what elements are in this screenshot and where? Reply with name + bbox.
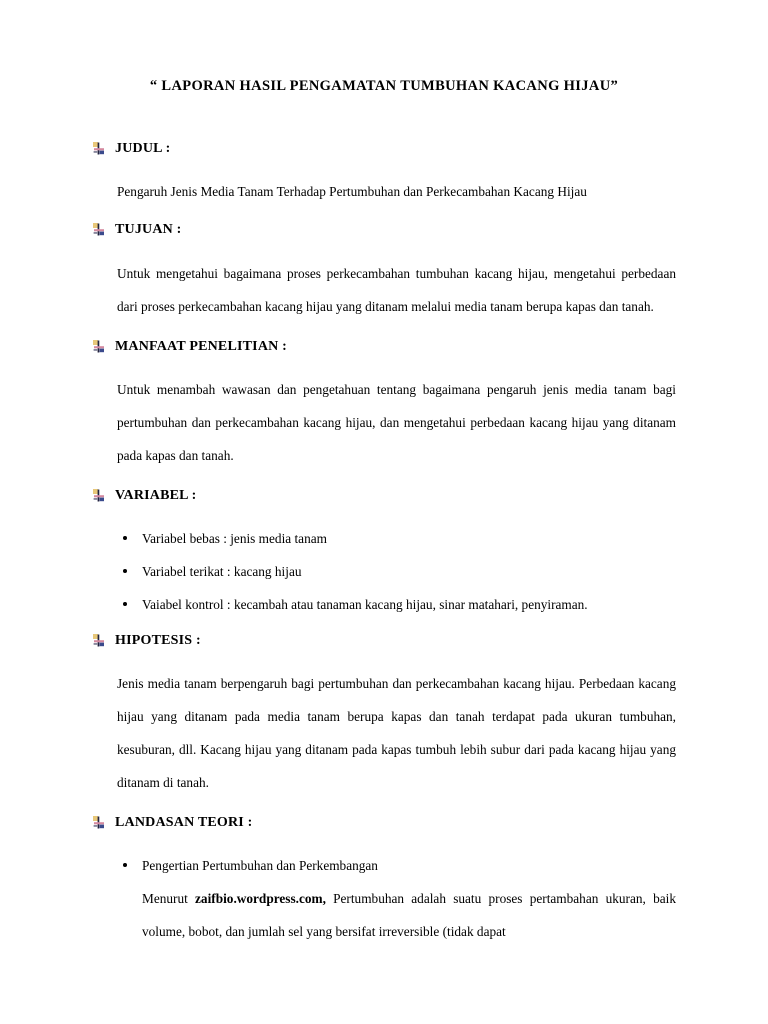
landasan-teori-quote: [92, 882, 676, 948]
list-item: [117, 555, 676, 588]
section-body-hipotesis: Jenis media tanam berpengaruh bagi pertumbuhan dan perkecambahan kacang hijau. Perbedaan kacang hijau yang ditanam pada media tanam berupa kapas dan tanah terdapat pada ukuran tumbuhan, kesuburan, dll. Kacang hijau yang ditanam pada kapas tumbuh lebih subur dari pada kacang hijau yang ditanam di tanah.: [117, 675, 676, 790]
section-heading-variabel: [92, 488, 676, 504]
word-picture-bullet-icon: [93, 634, 105, 647]
quote-rest: Pertumbuhan adalah suatu proses pertambahan ukuran, baik volume, bobot, dan jumlah sel yang bersifat irreversible (tidak dapat: [142, 890, 676, 939]
section-heading-landasan-teori: [92, 815, 676, 831]
word-picture-bullet-icon: [93, 816, 105, 829]
list-item-label: Pengertian Pertumbuhan dan Perkembangan: [142, 857, 378, 873]
word-picture-bullet-icon: [93, 223, 105, 236]
section-heading-label: LANDASAN TEORI :: [115, 814, 253, 830]
word-picture-bullet-icon: [93, 489, 105, 502]
list-item: [117, 849, 676, 882]
bullet-dot-icon: [123, 602, 127, 606]
section-heading-tujuan: [92, 222, 676, 238]
section-body-judul: Pengaruh Jenis Media Tanam Terhadap Pertumbuhan dan Perkecambahan Kacang Hijau: [117, 184, 587, 200]
section-heading-label: TUJUAN :: [115, 222, 182, 238]
quote-source: zaifbio.wordpress.com,: [195, 890, 326, 906]
list-item-label: Variabel terikat : kacang hijau: [142, 563, 302, 579]
bullet-dot-icon: [123, 569, 127, 573]
section-heading-label: HIPOTESIS :: [115, 632, 201, 648]
section-heading-label: MANFAAT PENELITIAN :: [115, 338, 288, 354]
section-body-tujuan: Untuk mengetahui bagaimana proses perkecambahan tumbuhan kacang hijau, mengetahui perbedaan dari proses perkecambahan kacang hijau yang ditanam melalui media tanam berupa kapas dan tanah.: [117, 265, 676, 314]
section-body-manfaat-penelitian: Untuk menambah wawasan dan pengetahuan tentang bagaimana pengaruh jenis media tanam bagi pertumbuhan dan perkecambahan kacang hijau, dan mengetahui perbedaan kacang hijau yang ditanam pada kapas dan tanah.: [117, 381, 676, 463]
section-heading-judul: [92, 141, 676, 157]
list-item-label: Variabel bebas : jenis media tanam: [142, 530, 327, 546]
page-title: “ LAPORAN HASIL PENGAMATAN TUMBUHAN KACANG HIJAU”: [149, 78, 619, 94]
word-picture-bullet-icon: [93, 340, 105, 353]
section-heading-manfaat-penelitian: [92, 339, 676, 355]
variabel-list: [92, 522, 676, 621]
list-item-label: Vaiabel kontrol : kecambah atau tanaman kacang hijau, sinar matahari, penyiraman.: [142, 596, 588, 612]
list-item: [117, 522, 676, 555]
landasan-teori-list: [92, 849, 676, 882]
word-picture-bullet-icon: [93, 142, 105, 155]
section-heading-hipotesis: [92, 633, 676, 649]
bullet-dot-icon: [123, 536, 127, 540]
section-heading-label: VARIABEL :: [115, 487, 197, 503]
section-heading-label: JUDUL :: [115, 141, 171, 157]
bullet-dot-icon: [123, 863, 127, 867]
list-item: [117, 588, 676, 621]
quote-lead: Menurut: [142, 890, 196, 906]
